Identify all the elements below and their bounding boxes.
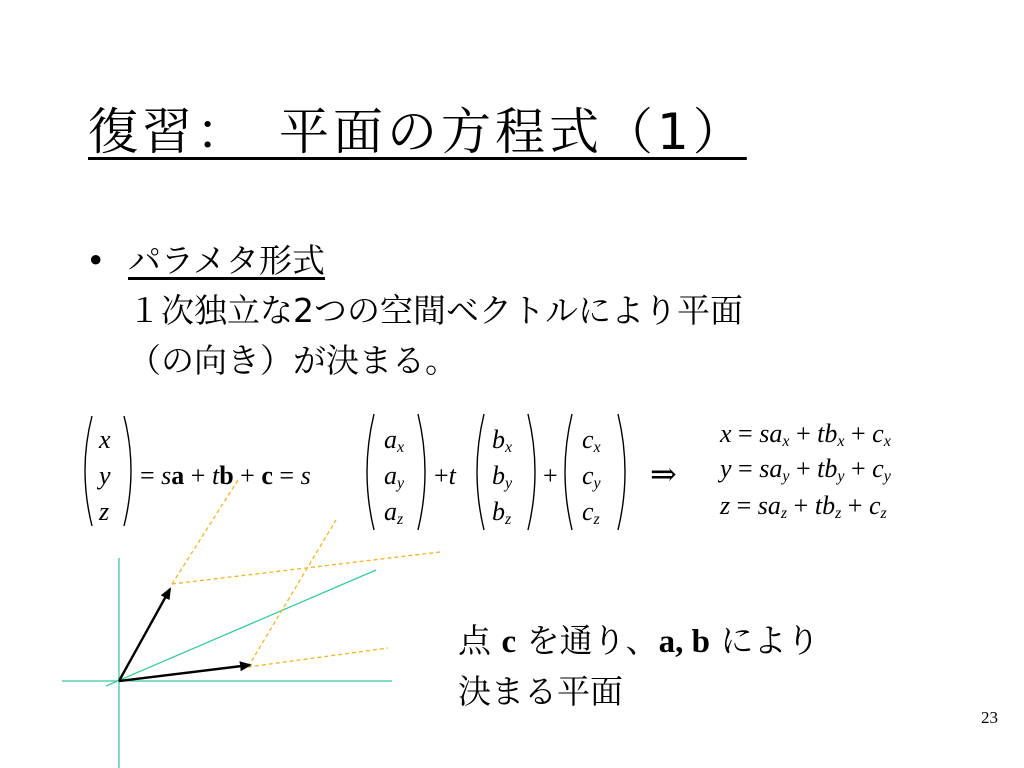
point-vec-z: z xyxy=(99,497,110,526)
col-b-x: $b_x$ xyxy=(492,425,513,456)
vector-a-arrow xyxy=(119,589,170,681)
col-b-y: $b_y$ xyxy=(492,461,513,492)
plane-line xyxy=(106,570,376,686)
caption xyxy=(458,616,820,717)
col-c-y: $c_y$ xyxy=(582,461,601,492)
point-vec-y: y xyxy=(99,461,111,490)
vectors xyxy=(119,589,250,681)
col-a-y: $a_y$ xyxy=(384,461,405,492)
caption-line-1: 点 c を通り、a, b により xyxy=(458,621,820,660)
col-a-x: $a_x$ xyxy=(384,425,405,456)
col-b-z: $b_z$ xyxy=(492,497,512,528)
page-number: 23 xyxy=(981,708,998,727)
component-eq-x: $x = sa_x + tb_x + c_x$ xyxy=(720,419,891,450)
col-c-z: $c_z$ xyxy=(582,497,600,528)
col-c-x: $c_x$ xyxy=(582,425,601,456)
component-eq-z: $z = sa_z + tb_z + c_z$ xyxy=(720,491,887,522)
vector-equation: = sa + tb + c = s xyxy=(140,461,311,490)
implies-arrow: ⇒ xyxy=(650,456,677,492)
caption-line-2: 決まる平面 xyxy=(458,672,623,711)
point-vec-x: x xyxy=(99,425,111,454)
col-a-z: $a_z$ xyxy=(384,497,404,528)
dashed-guide-1 xyxy=(172,480,238,584)
bullet-line-1: １次独立な2つの空間ベクトルにより平面 xyxy=(128,291,743,330)
bullet-line-2: （の向き）が決まる。 xyxy=(128,341,458,380)
plus-t: +t xyxy=(434,461,456,490)
component-eq-y: $y = sa_y + tb_y + c_y$ xyxy=(720,454,891,485)
slide-title: 復習： 平面の方程式（1） xyxy=(88,103,747,161)
coordinate-axes xyxy=(62,558,392,768)
bullet-heading: パラメタ形式 xyxy=(128,241,326,280)
vector-b-arrow xyxy=(119,665,250,681)
plus-sign: + xyxy=(543,461,558,490)
bullet-marker: • xyxy=(86,241,106,280)
